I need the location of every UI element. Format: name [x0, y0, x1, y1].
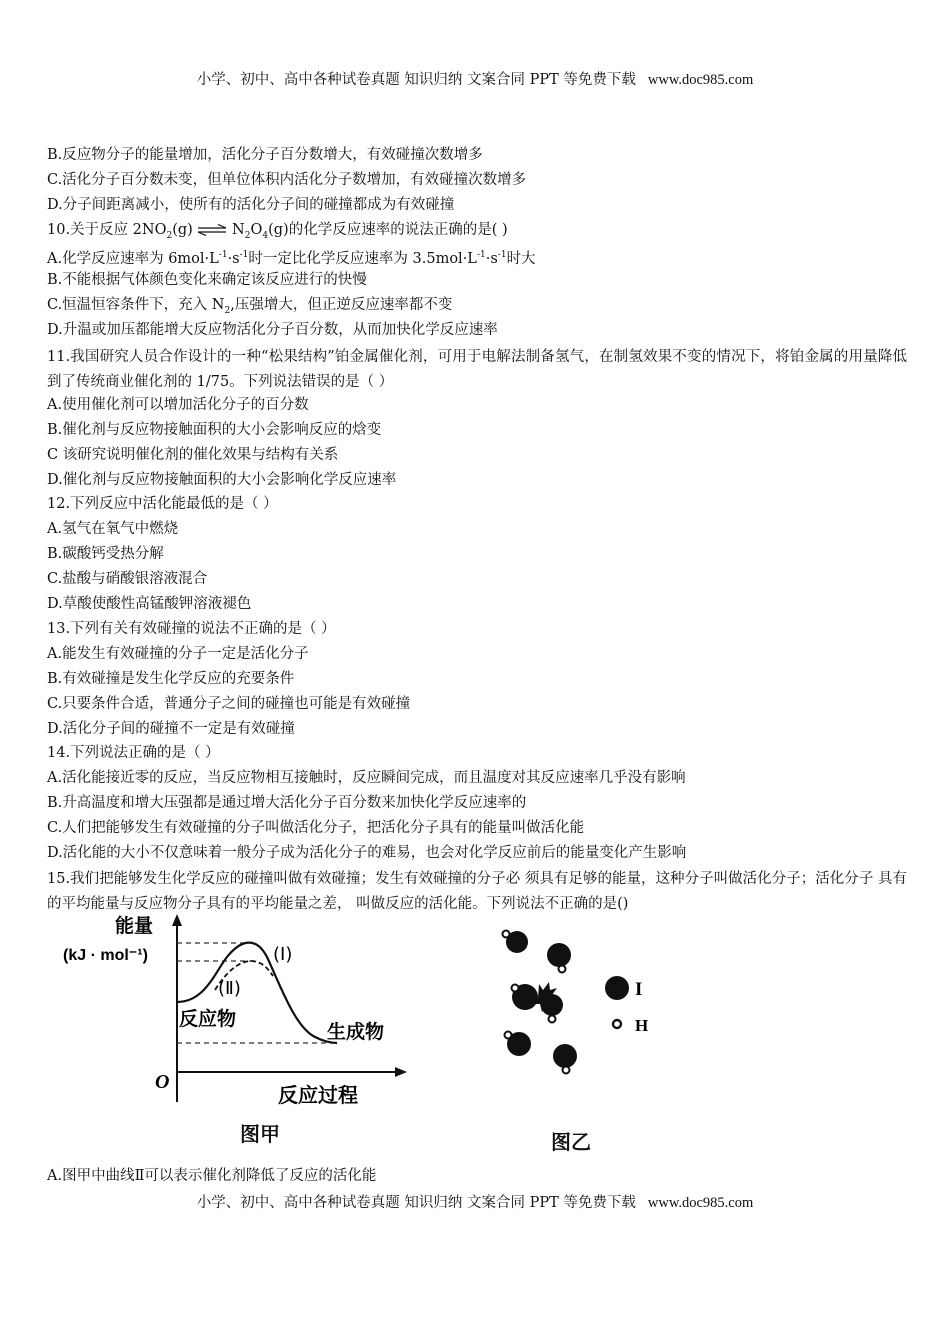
legend-h-label: H [635, 1016, 649, 1035]
q9-option-c: C.活化分子百分数未变，但单位体积内活化分子数增加，有效碰撞次数增多 [47, 172, 527, 188]
origin-label: O [155, 1071, 170, 1093]
page-footer [0, 1191, 950, 1212]
q12-option-b: B.碳酸钙受热分解 [47, 546, 164, 562]
figure-jia-caption: 图甲 [240, 1122, 280, 1146]
q12-stem: 12.下列反应中活化能最低的是（ ） [47, 496, 278, 512]
x-axis-arrow-icon [395, 1067, 407, 1077]
product-label: 生成物 [327, 1022, 385, 1043]
q11-option-d: D.催化剂与反应物接触面积的大小会影响化学反应速率 [47, 472, 397, 488]
q15-stem: 15.我们把能够发生化学反应的碰撞叫做有效碰撞；发生有效碰撞的分子必 须具有足够的能量，这种分子叫做活化分子；活化分子 具有的平均能量与反应物分子具有的平均能量之差， 叫做反应的活化能。下列说法不正确的是() [47, 871, 907, 912]
legend-i-icon [605, 976, 629, 1000]
q11-option-b: B.催化剂与反应物接触面积的大小会影响反应的焓变 [47, 422, 382, 438]
q13-option-c: C.只要条件合适，普通分子之间的碰撞也可能是有效碰撞 [47, 696, 411, 712]
q12-option-d: D.草酸使酸性高锰酸钾溶液褪色 [47, 596, 252, 612]
curve-i-label: (Ⅰ) [273, 944, 293, 965]
equilibrium-arrow-icon [197, 224, 227, 236]
header-url[interactable]: www.doc985.com [647, 72, 754, 88]
y-label-unit: (kJ · mol⁻¹) [63, 947, 148, 964]
q9-option-b: B.反应物分子的能量增加，活化分子百分数增大，有效碰撞次数增多 [47, 147, 483, 163]
y-label-energy: 能量 [115, 916, 154, 937]
footer-text: 小学、初中、高中各种试卷真题 知识归纳 文案合同 PPT 等免费下载 [196, 1195, 636, 1211]
q11-stem: 11.我国研究人员合作设计的一种“松果结构”铂金属催化剂，可用于电解法制备氢气，在制氢效果不变的情况下，将铂金属的用量降低到了传统商业催化剂的 1/75。下列说法错误的是（ ） [47, 349, 907, 390]
q14-option-d: D.活化能的大小不仅意味着一般分子成为活化分子的难易，也会对化学反应前后的能量变化产生影响 [47, 845, 687, 861]
figure-yi-caption: 图乙 [551, 1130, 591, 1154]
reactant-label: 反应物 [179, 1009, 237, 1030]
q10-option-c: C.恒温恒容条件下，充入 $N_2$,压强增大，但正逆反应速率都不变 [47, 297, 453, 316]
q14-stem: 14.下列说法正确的是（ ） [47, 745, 220, 761]
energy-diagram-figure [55, 912, 435, 1117]
q11-option-a: A.使用催化剂可以增加活化分子的百分数 [47, 397, 309, 413]
q13-option-d: D.活化分子间的碰撞不一定是有效碰撞 [47, 721, 295, 737]
y-axis-arrow-icon [172, 914, 182, 926]
q10-option-b: B.不能根据气体颜色变化来确定该反应进行的快慢 [47, 272, 367, 288]
q10-stem: 10.关于反应 $2NO_2(g)$ $N_2O_4(g)$的化学反应速率的说法正确的是( ) [47, 222, 508, 241]
q12-option-c: C.盐酸与硝酸银溶液混合 [47, 571, 208, 587]
q13-option-b: B.有效碰撞是发生化学反应的充要条件 [47, 671, 295, 687]
q10-option-d: D.升温或加压都能增大反应物活化分子百分数，从而加快化学反应速率 [47, 322, 498, 338]
legend-h-icon [613, 1020, 621, 1028]
q14-option-b: B.升高温度和增大压强都是通过增大活化分子百分数来加快化学反应速率的 [47, 795, 527, 811]
q10-option-a: A.化学反应速率为 $6mol\cdot L^{-1}\cdot s^{-1}$时一定比化学反应速率为 $3.5mol\cdot L^{-1}\cdot s^{-1}$时大 [47, 250, 536, 267]
q14-option-a: A.活化能接近零的反应，当反应物相互接触时，反应瞬间完成，而且温度对其反应速率几乎没有影响 [47, 770, 686, 786]
header-text: 小学、初中、高中各种试卷真题 知识归纳 文案合同 PPT 等免费下载 [196, 72, 636, 88]
collision-figure [495, 922, 665, 1082]
q12-option-a: A.氢气在氧气中燃烧 [47, 521, 179, 537]
q14-option-c: C.人们把能够发生有效碰撞的分子叫做活化分子，把活化分子具有的能量叫做活化能 [47, 820, 585, 836]
q13-option-a: A.能发生有效碰撞的分子一定是活化分子 [47, 646, 309, 662]
q15-option-a: A.图甲中曲线Ⅱ可以表示催化剂降低了反应的活化能 [47, 1168, 377, 1184]
x-label-reaction-process: 反应过程 [278, 1085, 358, 1107]
curve-ii-label: (Ⅱ) [218, 978, 241, 999]
page-header [0, 68, 950, 89]
q9-option-d: D.分子间距离减小，使所有的活化分子间的碰撞都成为有效碰撞 [47, 197, 455, 213]
legend-i-label: I [635, 979, 643, 1000]
q13-stem: 13.下列有关有效碰撞的说法不正确的是（ ） [47, 621, 336, 637]
footer-url[interactable]: www.doc985.com [647, 1195, 754, 1211]
q11-option-c: C 该研究说明催化剂的催化效果与结构有关系 [47, 447, 339, 463]
